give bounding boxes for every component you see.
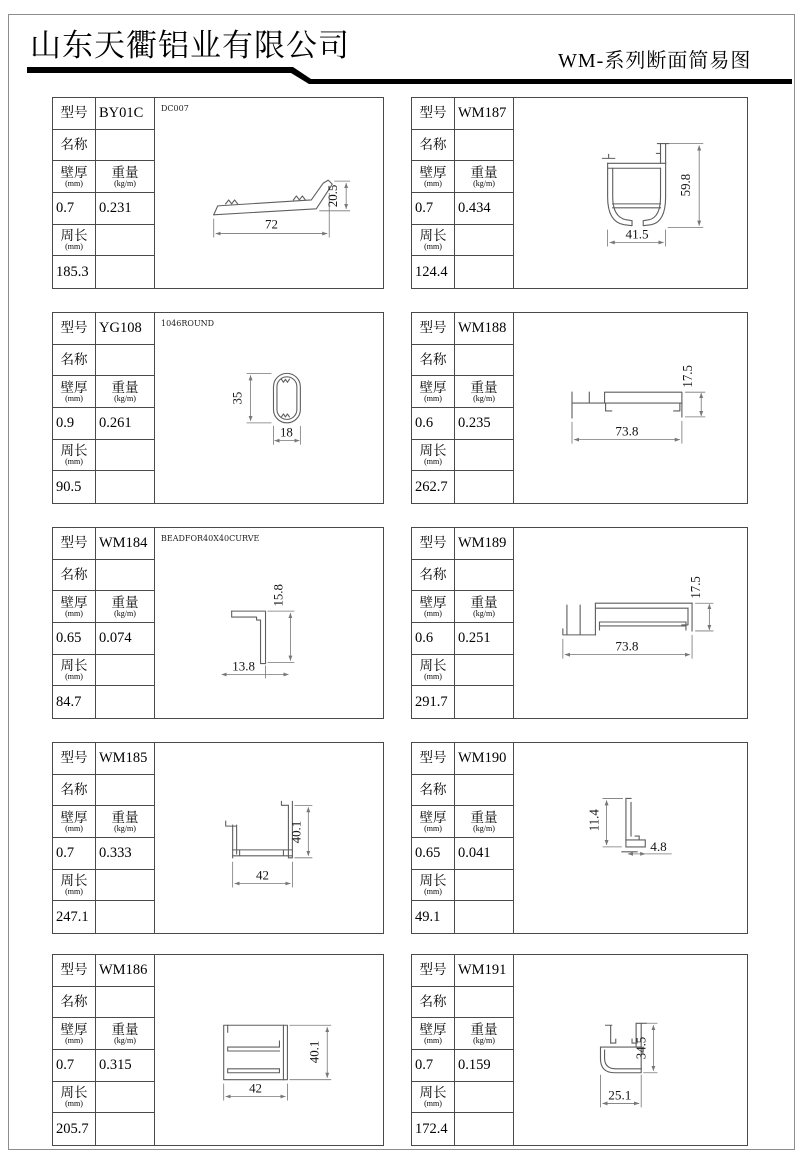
empty-cell — [96, 870, 154, 902]
weight-value: 0.231 — [96, 193, 154, 225]
name-value — [96, 130, 154, 162]
dim-width-label: 72 — [265, 217, 278, 232]
name-value — [96, 987, 154, 1019]
profile-card-wm188 — [411, 312, 748, 504]
spec-table — [412, 955, 514, 1145]
drawing-area — [513, 528, 747, 718]
drawing-area — [154, 955, 383, 1145]
name-label: 名称 — [412, 130, 455, 162]
name-value — [455, 775, 513, 807]
empty-cell — [455, 256, 513, 288]
name-label: 名称 — [412, 345, 455, 377]
perimeter-value: 172.4 — [412, 1113, 455, 1145]
wall-label: 壁厚 (mm) — [412, 1018, 455, 1050]
wall-value: 0.7 — [412, 193, 455, 225]
weight-label: 重量 (kg/m) — [455, 161, 513, 193]
model-label: 型号 — [53, 98, 96, 130]
dim-width-label: 4.8 — [650, 839, 667, 854]
model-value: WM191 — [455, 955, 513, 987]
drawing-area — [513, 955, 747, 1145]
dim-width-label: 42 — [249, 1081, 263, 1096]
dim-height-label: 11.4 — [586, 809, 602, 832]
perimeter-value: 90.5 — [53, 471, 96, 503]
weight-value: 0.074 — [96, 623, 154, 655]
drawing-area — [513, 313, 747, 503]
weight-label: 重量 (kg/m) — [455, 1018, 513, 1050]
empty-cell — [455, 870, 513, 902]
model-value: WM189 — [455, 528, 513, 560]
profile-remark: 1046ROUND — [161, 319, 215, 328]
weight-value: 0.315 — [96, 1050, 154, 1082]
spec-table — [412, 528, 514, 718]
model-label: 型号 — [53, 743, 96, 775]
empty-cell — [96, 1082, 154, 1114]
dim-width-label: 73.8 — [615, 638, 639, 654]
spec-table — [412, 313, 514, 503]
empty-cell — [455, 655, 513, 687]
empty-cell — [455, 440, 513, 472]
profile-card-wm190 — [411, 742, 748, 934]
dim-width-label: 41.5 — [625, 226, 649, 242]
name-label: 名称 — [53, 775, 96, 807]
weight-label: 重量 (kg/m) — [96, 1018, 154, 1050]
empty-cell — [96, 655, 154, 687]
weight-label: 重量 (kg/m) — [96, 591, 154, 623]
drawing-area — [513, 743, 747, 933]
dim-width-label: 18 — [279, 425, 293, 440]
dim-width-label: 25.1 — [608, 1087, 632, 1103]
spec-table — [412, 743, 514, 933]
model-label: 型号 — [53, 313, 96, 345]
dim-height-label: 17.5 — [688, 576, 704, 599]
wall-value: 0.65 — [53, 623, 96, 655]
weight-label: 重量 (kg/m) — [96, 806, 154, 838]
model-value: WM190 — [455, 743, 513, 775]
empty-cell — [96, 225, 154, 257]
name-value — [96, 775, 154, 807]
weight-label: 重量 (kg/m) — [455, 376, 513, 408]
name-value — [455, 130, 513, 162]
perimeter-value: 124.4 — [412, 256, 455, 288]
wall-label: 壁厚 (mm) — [412, 591, 455, 623]
weight-value: 0.041 — [455, 838, 513, 870]
weight-label: 重量 (kg/m) — [455, 591, 513, 623]
dim-width-label: 13.8 — [232, 659, 255, 674]
wall-value: 0.7 — [53, 838, 96, 870]
profile-card-wm187 — [411, 97, 748, 289]
empty-cell — [96, 1113, 154, 1145]
weight-label: 重量 (kg/m) — [455, 806, 513, 838]
model-value: WM184 — [96, 528, 154, 560]
empty-cell — [455, 225, 513, 257]
wall-label: 壁厚 (mm) — [53, 1018, 96, 1050]
perimeter-value: 185.3 — [53, 256, 96, 288]
profile-drawing-wm184 — [154, 528, 383, 718]
perimeter-label: 周长 (mm) — [53, 655, 96, 687]
perimeter-value: 84.7 — [53, 686, 96, 718]
perimeter-label: 周长 (mm) — [412, 655, 455, 687]
weight-value: 0.434 — [455, 193, 513, 225]
weight-value: 0.261 — [96, 408, 154, 440]
drawing-area — [513, 98, 747, 288]
wall-value: 0.6 — [412, 408, 455, 440]
name-value — [455, 987, 513, 1019]
model-label: 型号 — [412, 98, 455, 130]
name-label: 名称 — [53, 130, 96, 162]
name-value — [455, 560, 513, 592]
weight-label: 重量 (kg/m) — [96, 161, 154, 193]
perimeter-label: 周长 (mm) — [53, 225, 96, 257]
model-label: 型号 — [412, 743, 455, 775]
name-label: 名称 — [53, 345, 96, 377]
profile-card-by01c — [52, 97, 384, 289]
wall-label: 壁厚 (mm) — [53, 591, 96, 623]
wall-value: 0.65 — [412, 838, 455, 870]
empty-cell — [455, 901, 513, 933]
wall-value: 0.7 — [53, 1050, 96, 1082]
empty-cell — [455, 686, 513, 718]
dim-width-label: 42 — [256, 868, 269, 883]
perimeter-label: 周长 (mm) — [412, 870, 455, 902]
profile-card-wm185 — [52, 742, 384, 934]
perimeter-label: 周长 (mm) — [53, 870, 96, 902]
profile-drawing-wm188 — [513, 313, 747, 503]
model-value: WM185 — [96, 743, 154, 775]
model-label: 型号 — [412, 528, 455, 560]
spec-table — [412, 98, 514, 288]
name-label: 名称 — [412, 775, 455, 807]
profile-drawing-wm191 — [513, 955, 747, 1145]
perimeter-label: 周长 (mm) — [412, 225, 455, 257]
spec-table — [53, 313, 155, 503]
spec-table — [53, 743, 155, 933]
name-value — [455, 345, 513, 377]
drawing-area — [154, 528, 383, 718]
perimeter-label: 周长 (mm) — [412, 1082, 455, 1114]
wall-label: 壁厚 (mm) — [412, 161, 455, 193]
spec-table — [53, 528, 155, 718]
perimeter-value: 49.1 — [412, 901, 455, 933]
name-label: 名称 — [53, 560, 96, 592]
wall-label: 壁厚 (mm) — [53, 376, 96, 408]
model-value: BY01C — [96, 98, 154, 130]
profile-card-yg108 — [52, 312, 384, 504]
spec-table — [53, 955, 155, 1145]
profile-card-wm184 — [52, 527, 384, 719]
dim-height-label: 40.1 — [289, 820, 304, 844]
wall-value: 0.7 — [53, 193, 96, 225]
empty-cell — [455, 1113, 513, 1145]
profile-drawing-wm190 — [513, 743, 747, 933]
dim-height-label: 59.8 — [677, 173, 694, 197]
drawing-area — [154, 313, 383, 503]
wall-label: 壁厚 (mm) — [53, 806, 96, 838]
header-rule — [0, 0, 800, 100]
weight-value: 0.251 — [455, 623, 513, 655]
model-label: 型号 — [53, 955, 96, 987]
name-label: 名称 — [412, 987, 455, 1019]
drawing-area — [154, 98, 383, 288]
wall-value: 0.7 — [412, 1050, 455, 1082]
dim-height-label: 20.5 — [326, 184, 341, 208]
empty-cell — [96, 256, 154, 288]
empty-cell — [455, 471, 513, 503]
wall-value: 0.9 — [53, 408, 96, 440]
model-value: WM188 — [455, 313, 513, 345]
empty-cell — [96, 686, 154, 718]
profile-drawing-by01c — [154, 98, 383, 288]
name-label: 名称 — [412, 560, 455, 592]
dim-height-label: 17.5 — [679, 365, 696, 388]
series-title: WM-系列断面简易图 — [558, 50, 752, 72]
empty-cell — [96, 471, 154, 503]
model-value: WM187 — [455, 98, 513, 130]
wall-label: 壁厚 (mm) — [412, 376, 455, 408]
dim-width-label: 73.8 — [615, 423, 639, 439]
model-label: 型号 — [53, 528, 96, 560]
profile-drawing-wm185 — [154, 743, 383, 933]
dim-height-label: 35 — [230, 391, 245, 405]
profile-card-wm191 — [411, 954, 748, 1146]
model-label: 型号 — [412, 955, 455, 987]
perimeter-value: 291.7 — [412, 686, 455, 718]
perimeter-value: 205.7 — [53, 1113, 96, 1145]
name-value — [96, 345, 154, 377]
name-value — [96, 560, 154, 592]
name-label: 名称 — [53, 987, 96, 1019]
wall-label: 壁厚 (mm) — [412, 806, 455, 838]
dim-height-label: 34.5 — [633, 1036, 649, 1060]
profile-drawing-yg108 — [154, 313, 383, 503]
profile-remark: DC007 — [161, 104, 189, 113]
weight-value: 0.333 — [96, 838, 154, 870]
model-value: YG108 — [96, 313, 154, 345]
company-title: 山东天衢铝业有限公司 — [30, 28, 350, 63]
profile-card-wm189 — [411, 527, 748, 719]
wall-value: 0.6 — [412, 623, 455, 655]
weight-label: 重量 (kg/m) — [96, 376, 154, 408]
profile-drawing-wm186 — [154, 955, 383, 1145]
profile-drawing-wm187 — [513, 98, 747, 288]
profile-remark: BEADFOR40X40CURVE — [161, 534, 260, 543]
weight-value: 0.235 — [455, 408, 513, 440]
wall-label: 壁厚 (mm) — [53, 161, 96, 193]
empty-cell — [455, 1082, 513, 1114]
perimeter-label: 周长 (mm) — [412, 440, 455, 472]
empty-cell — [96, 440, 154, 472]
dim-height-label: 40.1 — [307, 1040, 322, 1064]
drawing-area — [154, 743, 383, 933]
perimeter-value: 247.1 — [53, 901, 96, 933]
model-label: 型号 — [412, 313, 455, 345]
perimeter-label: 周长 (mm) — [53, 1082, 96, 1114]
profile-drawing-wm189 — [513, 528, 747, 718]
dim-height-label: 15.8 — [271, 584, 286, 607]
empty-cell — [96, 901, 154, 933]
model-value: WM186 — [96, 955, 154, 987]
perimeter-label: 周长 (mm) — [53, 440, 96, 472]
perimeter-value: 262.7 — [412, 471, 455, 503]
spec-table — [53, 98, 155, 288]
weight-value: 0.159 — [455, 1050, 513, 1082]
profile-card-wm186 — [52, 954, 384, 1146]
